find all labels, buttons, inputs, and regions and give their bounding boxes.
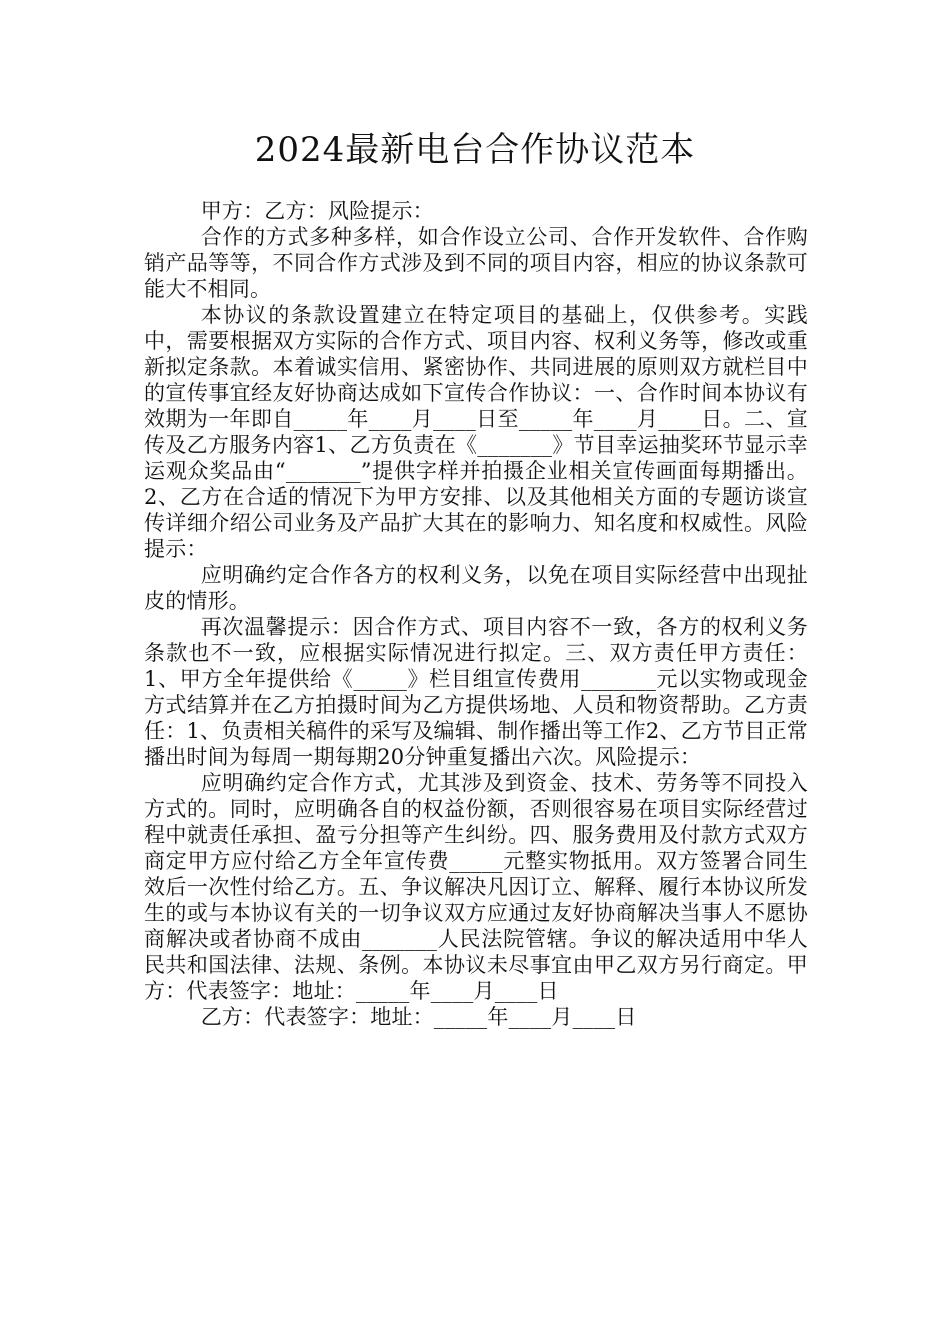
- paragraph-cooperation-methods: 合作的方式多种多样，如合作设立公司、合作开发软件、合作购销产品等等，不同合作方式涉及到不同的项目内容，相应的协议条款可能大不相同。: [144, 225, 808, 301]
- paragraph-responsibilities: 再次温馨提示：因合作方式、项目内容不一致，各方的权利义务条款也不一致，应根据实际情况进行拟定。三、双方责任甲方责任：1、甲方全年提供给《_____》栏目组宣传费用_______元以实物或现金方式结算并在乙方拍摄时间为乙方提供场地、人员和物资帮助。乙方责任：1、负责相关稿件的采写及编辑、制作播出等工作2、乙方节目正常播出时间为每周一期每期20分钟重复播出六次。风险提示：: [144, 615, 808, 769]
- paragraph-parties: 甲方：乙方：风险提示：: [200, 199, 434, 223]
- paragraph-party-b-signature: 乙方：代表签字：地址：_____年____月____日: [200, 1005, 637, 1029]
- document-body: [144, 198, 808, 1030]
- paragraph-fees-disputes: 应明确约定合作方式，尤其涉及到资金、技术、劳务等不同投入方式的。同时，应明确各自的权益份额，否则很容易在项目实际经营过程中就责任承担、盈亏分担等产生纠纷。四、服务费用及付款方式双方商定甲方应付给乙方全年宣传费_____元整实物抵用。双方签署合同生效后一次性付给乙方。五、争议解决凡因订立、解释、履行本协议所发生的或与本协议有关的一切争议双方应通过友好协商解决当事人不愿协商解决或者协商不成由_______人民法院管辖。争议的解决适用中华人民共和国法律、法规、条例。本协议未尽事宜由甲乙双方另行商定。甲方：代表签字：地址：_____年____月____日: [144, 771, 808, 1003]
- document-title: 2024最新电台合作协议范本: [254, 130, 696, 170]
- paragraph-rights-obligations: 应明确约定合作各方的权利义务，以免在项目实际经营中出现扯皮的情形。: [144, 563, 808, 613]
- paragraph-terms-and-services: 本协议的条款设置建立在特定项目的基础上，仅供参考。实践中，需要根据双方实际的合作方式、项目内容、权利义务等，修改或重新拟定条款。本着诚实信用、紧密协作、共同进展的原则双方就栏目中的宣传事宜经友好协商达成如下宣传合作协议：一、合作时间本协议有效期为一年即自_____年____月____日至_____年____月____日。二、宣传及乙方服务内容1、乙方负责在《_______》节目幸运抽奖环节显示幸运观众奖品由“_______”提供字样并拍摄企业相关宣传画面每期播出。2、乙方在合适的情况下为甲方安排、以及其他相关方面的专题访谈宣传详细介绍公司业务及产品扩大其在的影响力、知名度和权威性。风险提示：: [144, 303, 808, 561]
